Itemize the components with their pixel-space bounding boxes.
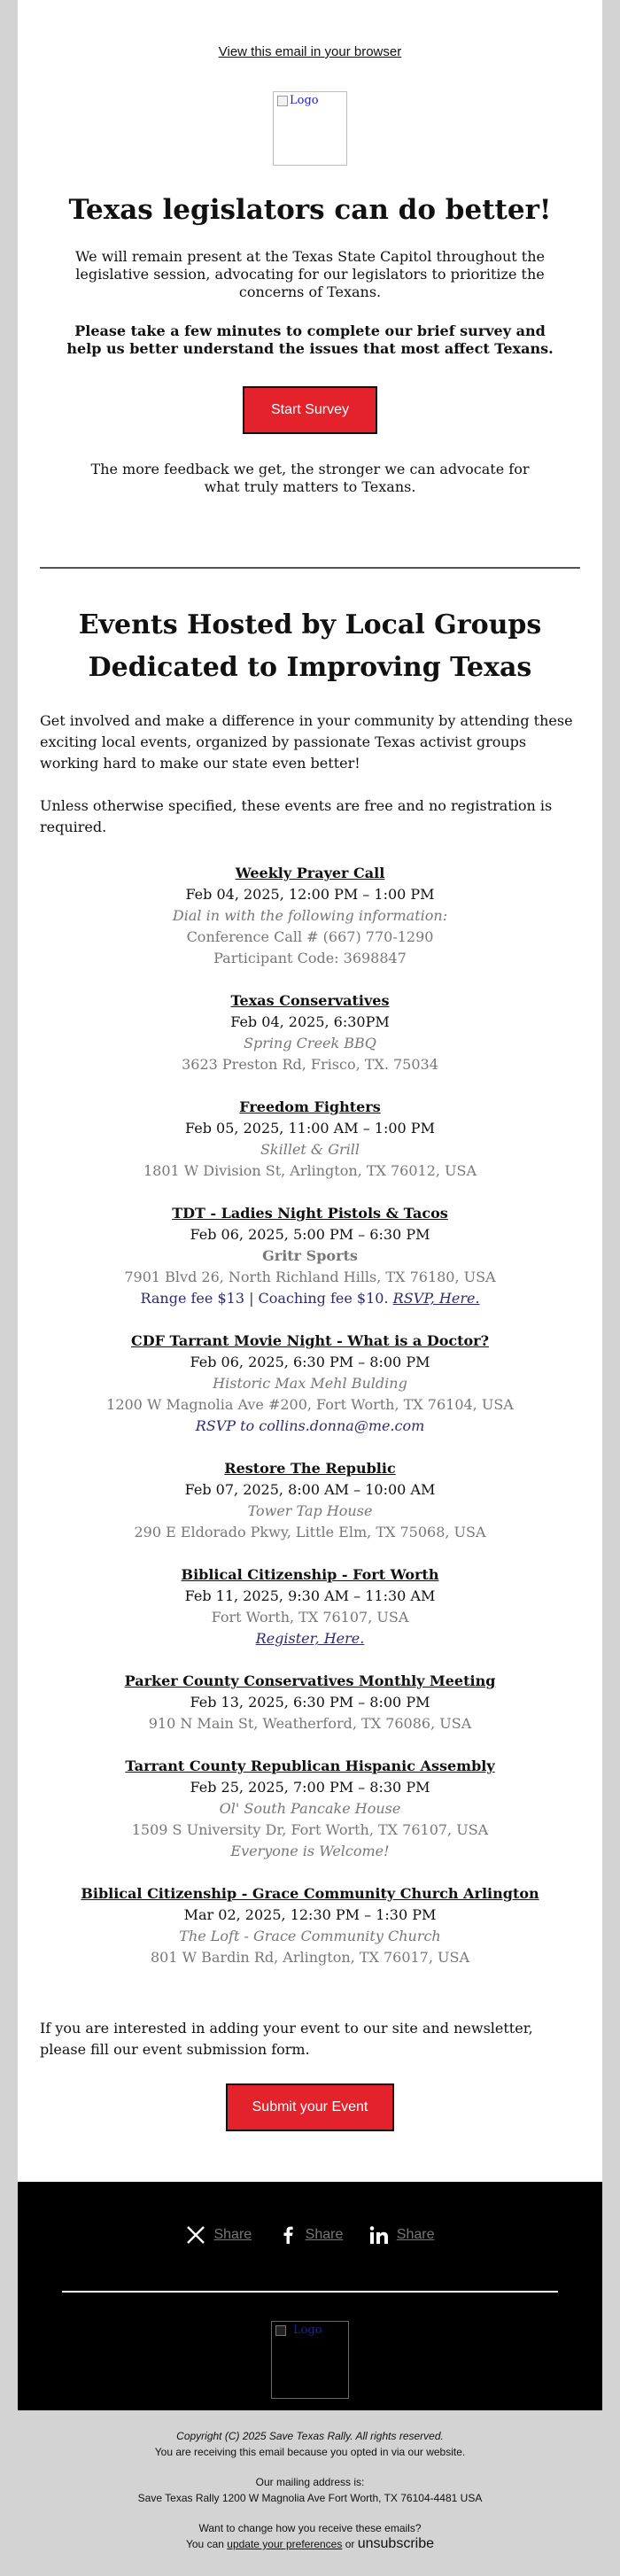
event-date: Feb 25, 2025, 7:00 PM – 8:30 PM (190, 1779, 430, 1796)
event-venue: Tower Tap House (247, 1502, 373, 1520)
event-item (18, 1458, 602, 1543)
event-item (18, 1564, 602, 1649)
event-date: Feb 13, 2025, 6:30 PM – 8:00 PM (190, 1694, 430, 1711)
event-title: CDF Tarrant Movie Night - What is a Doctor? (131, 1332, 489, 1350)
receiving-text: You are receiving this email because you opted in via our website. (154, 2446, 466, 2458)
events-intro-free: Unless otherwise specified, these events are free and no registration is required. (40, 797, 553, 836)
email-body (18, 0, 602, 2182)
start-survey-button[interactable]: Start Survey (243, 386, 377, 434)
event-date: Feb 07, 2025, 8:00 AM – 10:00 AM (184, 1481, 436, 1499)
update-preferences-link[interactable]: update your preferences (227, 2538, 343, 2550)
event-venue: Ol' South Pancake House (219, 1800, 401, 1818)
header-logo (273, 91, 347, 166)
event-venue: Skillet & Grill (260, 1141, 360, 1159)
share-facebook[interactable] (277, 2224, 344, 2246)
event-item (18, 1203, 602, 1309)
event-venue: Spring Creek BBQ (244, 1035, 376, 1052)
event-venue: Gritr Sports (262, 1247, 358, 1265)
event-address: 801 W Bardin Rd, Arlington, TX 76017, USA (150, 1949, 470, 1967)
footer-logo (271, 2321, 349, 2399)
mailing-label: Our mailing address is: (255, 2476, 365, 2488)
event-item (18, 1883, 602, 1968)
event-date: Feb 05, 2025, 11:00 AM – 1:00 PM (185, 1120, 435, 1137)
event-title: Texas Conservatives (230, 992, 390, 1010)
share-linkedin[interactable] (368, 2224, 435, 2246)
footer-logo-alt-text: Logo (293, 2324, 322, 2337)
share-linkedin-label: Share (396, 2227, 435, 2242)
event-title: Freedom Fighters (239, 1098, 381, 1116)
event-address: 1200 W Magnolia Ave #200, Fort Worth, TX 76104, USA (106, 1396, 514, 1414)
section-divider (40, 567, 580, 569)
unsubscribe-link[interactable]: unsubscribe (357, 2536, 434, 2551)
event-address: 290 E Eldorado Pkwy, Little Elm, TX 75068, USA (134, 1524, 486, 1541)
event-extra: Participant Code: 3698847 (213, 950, 407, 967)
event-fee-row (18, 1288, 602, 1309)
submit-event-button[interactable]: Submit your Event (226, 2083, 395, 2131)
share-facebook-label: Share (305, 2227, 344, 2242)
x-icon (185, 2224, 206, 2246)
event-address: 910 N Main St, Weatherford, TX 76086, USA (148, 1715, 472, 1733)
event-venue: Historic Max Mehl Bulding (213, 1375, 407, 1393)
submit-event-text: If you are interested in adding your event to our site and newsletter, please fill our event submission form. (40, 2020, 533, 2059)
event-title: Biblical Citizenship - Fort Worth (181, 1566, 439, 1584)
hero-paragraph: We will remain present at the Texas State Capitol throughout the legislative session, advocating for our legislators to prioritize the concerns of Texans. (75, 248, 545, 301)
event-address: 3623 Preston Rd, Frisco, TX. 75034 (182, 1056, 438, 1074)
event-item (18, 1097, 602, 1182)
legal-section (0, 2410, 620, 2552)
mailing-address: Save Texas Rally 1200 W Magnolia Ave Fort Worth, TX 76104-4481 USA (137, 2492, 483, 2504)
hero-title: Texas legislators can do better! (68, 194, 552, 226)
event-item (18, 1331, 602, 1437)
event-address: 1509 S University Dr, Fort Worth, TX 76107, USA (131, 1821, 489, 1839)
event-title: Restore The Republic (224, 1460, 396, 1478)
event-title: Weekly Prayer Call (235, 865, 385, 882)
hero-survey-paragraph: Please take a few minutes to complete our brief survey and help us better understand the issues that most affect Texans. (66, 322, 554, 358)
events-section-title: Events Hosted by Local Groups Dedicated to Improving Texas (78, 609, 542, 684)
event-address: 1801 W Division St, Arlington, TX 76012, USA (143, 1162, 477, 1180)
event-date: Feb 04, 2025, 12:00 PM – 1:00 PM (185, 886, 435, 904)
share-x-label: Share (213, 2227, 252, 2242)
event-item (18, 863, 602, 969)
event-welcome: Everyone is Welcome! (230, 1843, 390, 1860)
event-date: Feb 11, 2025, 9:30 AM – 11:30 AM (184, 1587, 436, 1605)
submit-button-wrap (18, 2083, 602, 2161)
event-item (18, 1671, 602, 1734)
or-text: or (345, 2538, 355, 2550)
view-in-browser-link[interactable]: View this email in your browser (218, 44, 402, 59)
event-date: Mar 02, 2025, 12:30 PM – 1:30 PM (183, 1906, 437, 1924)
event-item (18, 1756, 602, 1862)
event-address: Fort Worth, TX 76107, USA (211, 1609, 409, 1626)
events-list (18, 863, 602, 1968)
event-title: Parker County Conservatives Monthly Meeting (124, 1672, 496, 1690)
linkedin-icon (368, 2224, 390, 2246)
can-prefix: You can (185, 2538, 224, 2550)
facebook-icon (277, 2224, 298, 2246)
broken-image-icon (275, 2325, 286, 2336)
footer (18, 2182, 602, 2410)
hero-after-button: The more feedback we get, the stronger we can advocate for what truly matters to Texans. (90, 461, 530, 496)
change-prompt: Want to change how you receive these emails? (198, 2522, 422, 2534)
survey-button-wrap (18, 386, 602, 434)
event-rsvp-link[interactable]: RSVP, Here. (392, 1290, 480, 1307)
event-date: Feb 06, 2025, 6:30 PM – 8:00 PM (190, 1354, 430, 1371)
event-register-link[interactable]: Register, Here. (255, 1630, 365, 1648)
copyright-text: Copyright (C) 2025 Save Texas Rally. All rights reserved. (176, 2430, 444, 2442)
event-address: Conference Call # (667) 770-1290 (186, 928, 434, 946)
view-in-browser-row (18, 0, 602, 59)
event-title: Biblical Citizenship - Grace Community Church Arlington (81, 1885, 539, 1903)
broken-image-icon (277, 96, 288, 106)
event-address: 7901 Blvd 26, North Richland Hills, TX 76180, USA (124, 1269, 496, 1286)
events-intro: Get involved and make a difference in your community by attending these exciting local events, organized by passionate Texas activist groups working hard to make our state even better! (40, 712, 573, 772)
event-item (18, 990, 602, 1075)
event-rsvp-note: RSVP to collins.donna@me.com (195, 1417, 425, 1435)
event-fee-note: Range fee $13 | Coaching fee $10. (140, 1290, 389, 1307)
event-venue: The Loft - Grace Community Church (179, 1928, 441, 1945)
logo-alt-text: Logo (290, 94, 319, 107)
share-x[interactable] (185, 2224, 252, 2246)
event-date: Feb 06, 2025, 5:00 PM – 6:30 PM (190, 1226, 430, 1244)
event-venue: Dial in with the following information: (172, 907, 448, 925)
social-share-row (18, 2182, 602, 2250)
footer-divider (62, 2291, 558, 2293)
event-date: Feb 04, 2025, 6:30PM (230, 1013, 390, 1031)
event-title: Tarrant County Republican Hispanic Assembly (125, 1757, 495, 1775)
event-title: TDT - Ladies Night Pistols & Tacos (172, 1205, 448, 1222)
